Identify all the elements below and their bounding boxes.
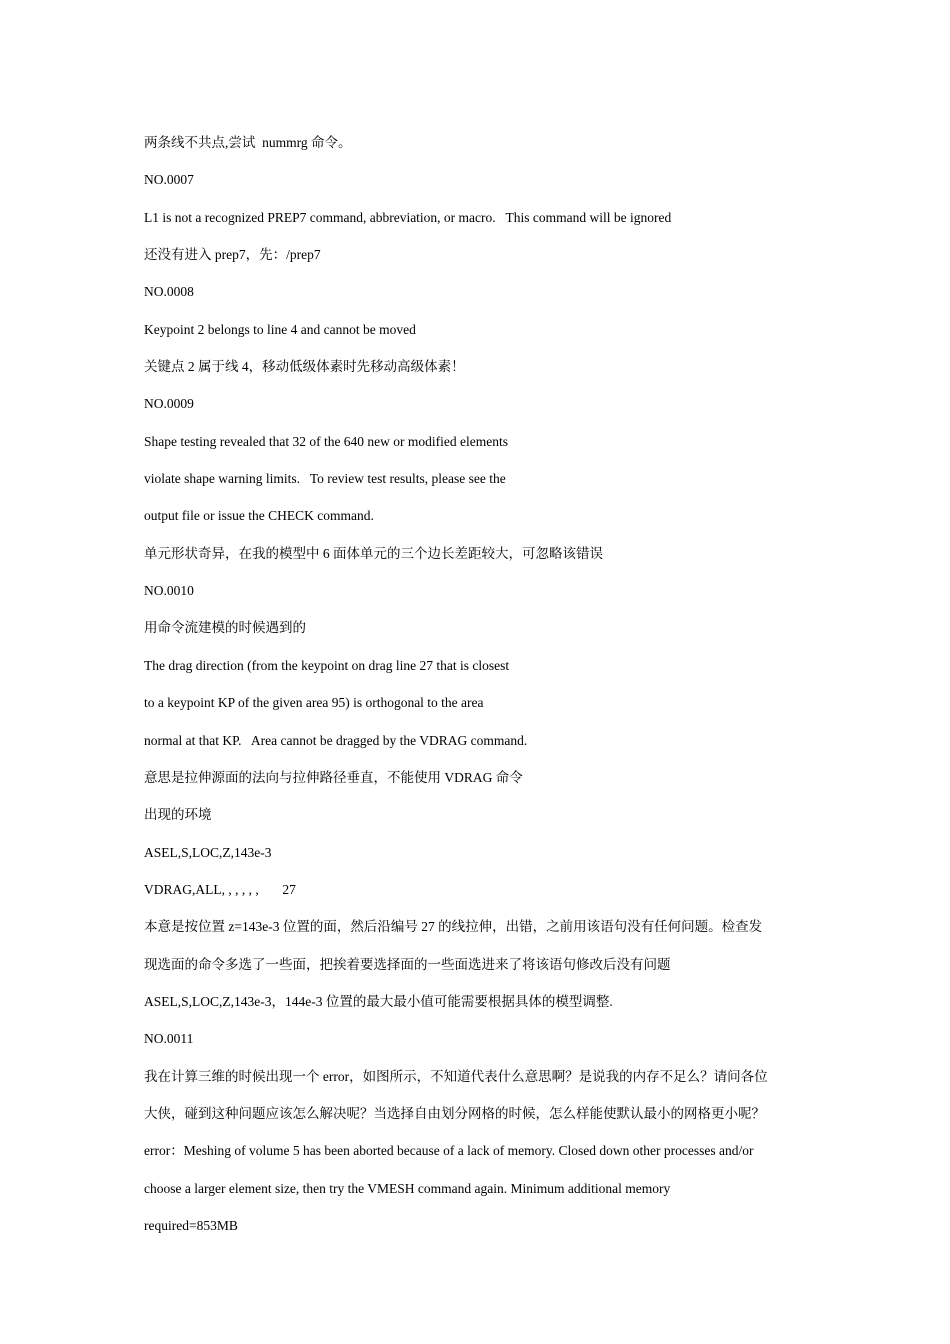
analysis-0010-line-1: 本意是按位置 z=143e-3 位置的面，然后沿编号 27 的线拉伸，出错，之前用该语句没有任何问题。检查发 [144,919,763,935]
error-message-0010-line-2: to a keypoint KP of the given area 95) is orthogonal to the area [144,695,484,711]
question-0011-line-2: 大侠，碰到这种问题应该怎么解决呢？当选择自由划分网格的时候，怎么样能使默认最小的网格更小呢？ [144,1105,765,1121]
solution-0007: 还没有进入 prep7，先：/prep7 [144,247,321,263]
error-message-0009-line-2: violate shape warning limits. To review test results, please see the [144,471,506,487]
solution-0009: 单元形状奇异，在我的模型中 6 面体单元的三个边长差距较大，可忽略该错误 [144,545,603,561]
question-0011-line-1: 我在计算三维的时候出现一个 error，如图所示，不知道代表什么意思啊？是说我的内存不足么？请问各位 [144,1068,768,1084]
context-0010: 用命令流建模的时候遇到的 [144,620,306,636]
command-vdrag: VDRAG,ALL, , , , , , 27 [144,881,296,897]
solution-0008: 关键点 2 属于线 4，移动低级体素时先移动高级体素！ [144,359,465,375]
error-message-0011-line-2: choose a larger element size, then try the VMESH command again. Minimum additional memory [144,1180,671,1196]
analysis-0010-line-2: 现选面的命令多选了一些面，把挨着要选择面的一些面选进来了将该语句修改后没有问题 [144,956,671,972]
error-message-0008: Keypoint 2 belongs to line 4 and cannot be moved [144,321,416,337]
heading-no-0007: NO.0007 [144,172,194,188]
error-message-0009-line-3: output file or issue the CHECK command. [144,508,374,524]
document-body [144,124,824,1244]
heading-no-0011: NO.0011 [144,1031,194,1047]
environment-label-0010: 出现的环境 [144,807,212,823]
heading-no-0008: NO.0008 [144,284,194,300]
paragraph-nummrg-hint: 两条线不共点,尝试 nummrg 命令。 [144,135,352,150]
heading-no-0009: NO.0009 [144,396,194,412]
error-message-0010-line-3: normal at that KP. Area cannot be dragged by the VDRAG command. [144,732,528,748]
error-message-0007: L1 is not a recognized PREP7 command, abbreviation, or macro. This command will be ignored [144,209,672,225]
error-message-0010-line-1: The drag direction (from the keypoint on drag line 27 that is closest [144,657,510,673]
error-message-0009-line-1: Shape testing revealed that 32 of the 640 new or modified elements [144,433,509,449]
explanation-0010: 意思是拉伸源面的法向与拉伸路径垂直，不能使用 VDRAG 命令 [144,769,523,785]
command-asel: ASEL,S,LOC,Z,143e-3 [144,844,272,860]
error-message-0011-line-3: required=853MB [144,1217,238,1233]
heading-no-0010: NO.0010 [144,583,194,599]
fix-0010: ASEL,S,LOC,Z,143e-3，144e-3 位置的最大最小值可能需要根据具体的模型调整. [144,993,613,1009]
error-message-0011-line-1: error：Meshing of volume 5 has been aborted because of a lack of memory. Closed down other processes and/or [144,1143,754,1159]
